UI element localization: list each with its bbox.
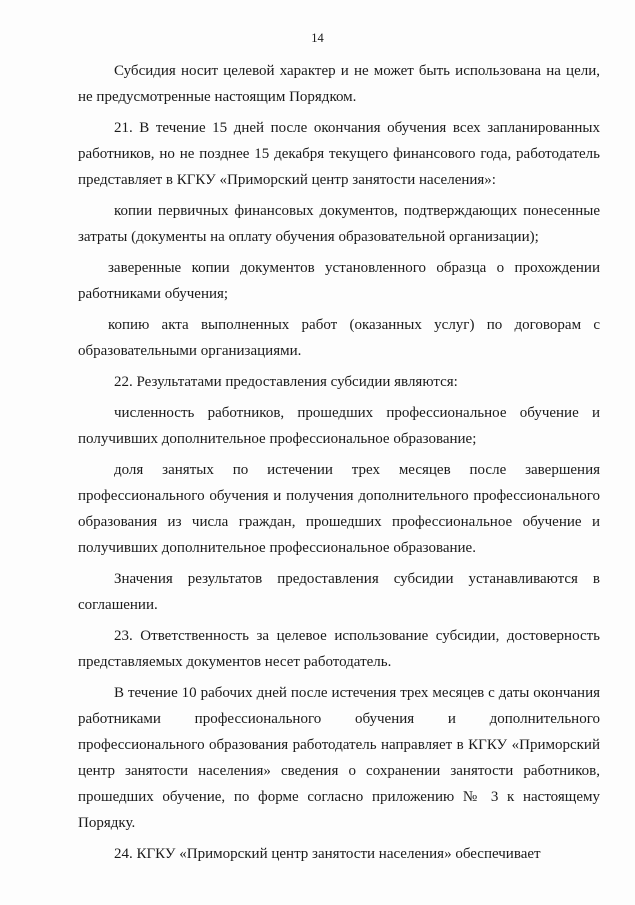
- document-body: [78, 58, 600, 872]
- page-number: 14: [311, 31, 324, 45]
- paragraph-subsidy-purpose: Субсидия носит целевой характер и не может быть использована на цели, не предусмотренные настоящим Порядком.: [78, 63, 600, 105]
- paragraph-act-copy: копию акта выполненных работ (оказанных услуг) по договорам с образовательными организациями.: [78, 317, 600, 359]
- paragraph-number-of-workers: численность работников, прошедших профессиональное обучение и получивших дополнительное профессиональное образование;: [78, 405, 600, 447]
- paragraph-share-employed: доля занятых по истечении трех месяцев после завершения профессионального обучения и получения дополнительного профессионального образования из числа граждан, прошедших профессиональное обучение и получивших дополнительное профессиональное образование.: [78, 462, 600, 556]
- paragraph-result-values: Значения результатов предоставления субсидии устанавливаются в соглашении.: [78, 571, 600, 613]
- paragraph-item-21: 21. В течение 15 дней после окончания обучения всех запланированных работников, но не позднее 15 декабря текущего финансового года, работодатель представляет в КГКУ «Приморский центр занятости населения»:: [78, 120, 600, 188]
- paragraph-item-24: 24. КГКУ «Приморский центр занятости населения» обеспечивает: [114, 846, 541, 862]
- paragraph-financial-documents: копии первичных финансовых документов, подтверждающих понесенные затраты (документы на оплату обучения образовательной организации);: [78, 203, 600, 245]
- paragraph-item-22: 22. Результатами предоставления субсидии являются:: [114, 374, 458, 390]
- paragraph-certified-copies: заверенные копии документов установленного образца о прохождении работниками обучения;: [78, 260, 600, 302]
- paragraph-employment-report: В течение 10 рабочих дней после истечения трех месяцев с даты окончания работниками профессионального обучения и дополнительного профессионального образования работодатель направляет в КГКУ «Приморский центр занятости населения» сведения о сохранении занятости работников, прошедших обучение, по форме согласно приложению № 3 к настоящему Порядку.: [78, 685, 600, 831]
- paragraph-item-23: 23. Ответственность за целевое использование субсидии, достоверность представляемых документов несет работодатель.: [78, 628, 600, 670]
